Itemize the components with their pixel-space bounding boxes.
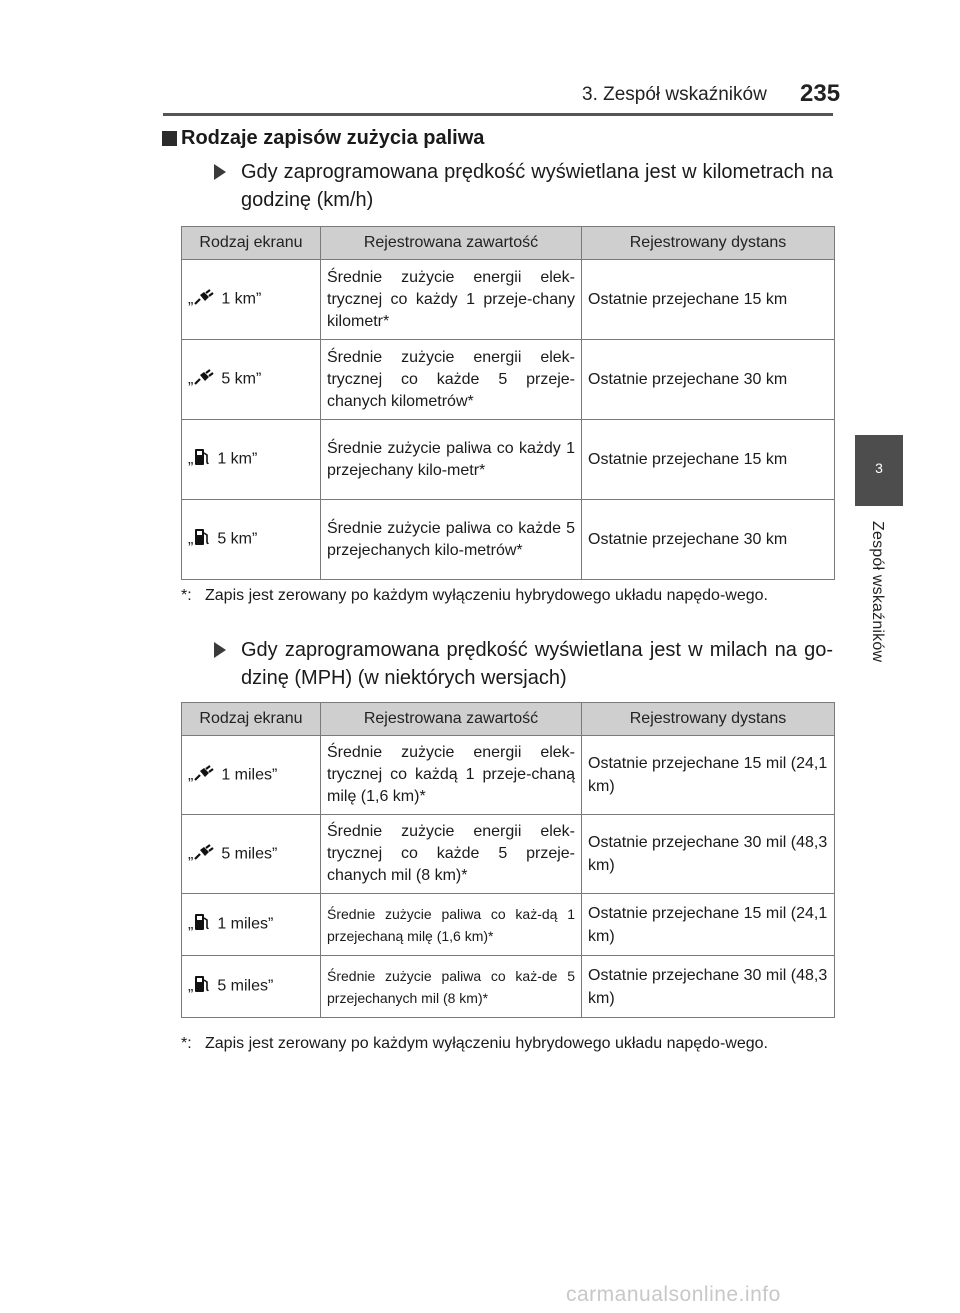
screen-type-label: 5 km” (217, 530, 258, 548)
table-header-row (182, 227, 835, 260)
screen-type-label: 1 miles” (221, 766, 278, 784)
electric-plug-icon (194, 844, 214, 865)
quote-mark: „ (188, 766, 194, 784)
distance-cell: Ostatnie przejechane 15 km (582, 260, 835, 340)
table-row (182, 420, 835, 500)
screen-type-cell (182, 260, 321, 340)
screen-type-label: 5 miles” (221, 845, 278, 863)
distance-cell: Ostatnie przejechane 15 km (582, 420, 835, 500)
column-header: Rodzaj ekranu (182, 703, 321, 736)
screen-type-label: 5 km” (221, 370, 262, 388)
table-row (182, 736, 835, 815)
screen-type-label: 1 miles” (217, 915, 274, 933)
electric-plug-icon (194, 289, 214, 310)
content-cell: Średnie zużycie energii elek-trycznej co każdy 1 przeje-chany kilometr* (321, 260, 582, 340)
arrow-bullet-icon (214, 642, 226, 658)
table-row (182, 894, 835, 956)
content-cell: Średnie zużycie paliwa co każ-de 5 przejechanych mil (8 km)* (321, 956, 582, 1018)
table-row (182, 340, 835, 420)
quote-mark: „ (188, 845, 194, 863)
screen-type-cell (182, 956, 321, 1018)
quote-mark: „ (188, 370, 194, 388)
content-cell: Średnie zużycie energii elek-trycznej co każde 5 przeje-chanych mil (8 km)* (321, 815, 582, 894)
footnote-marker: *: (181, 1035, 192, 1052)
distance-cell: Ostatnie przejechane 30 km (582, 340, 835, 420)
km-subheading: Gdy zaprogramowana prędkość wyświetlana jest w kilometrach na godzinę (km/h) (241, 161, 833, 211)
column-header: Rodzaj ekranu (182, 227, 321, 260)
screen-type-cell (182, 815, 321, 894)
screen-type-label: 1 km” (217, 450, 258, 468)
fuel-pump-icon (194, 975, 210, 998)
screen-type-cell (182, 736, 321, 815)
electric-plug-icon (194, 765, 214, 786)
column-header: Rejestrowany dystans (582, 227, 835, 260)
column-header: Rejestrowana zawartość (321, 703, 582, 736)
table-row (182, 260, 835, 340)
table-row (182, 956, 835, 1018)
column-header: Rejestrowana zawartość (321, 227, 582, 260)
fuel-pump-icon (194, 913, 210, 936)
distance-cell: Ostatnie przejechane 30 mil (48,3 km) (582, 815, 835, 894)
column-header: Rejestrowany dystans (582, 703, 835, 736)
fuel-pump-icon (194, 528, 210, 551)
content-cell: Średnie zużycie paliwa co każdy 1 przejechany kilo-metr* (321, 420, 582, 500)
mph-footnote (181, 1033, 833, 1055)
quote-mark: „ (188, 977, 194, 995)
screen-type-cell (182, 500, 321, 580)
watermark: carmanualsonline.info (566, 1283, 781, 1306)
page-number: 235 (800, 80, 841, 107)
table-row (182, 815, 835, 894)
fuel-pump-icon (194, 448, 210, 471)
header-rule (163, 113, 833, 116)
screen-type-cell (182, 340, 321, 420)
electric-plug-icon (194, 369, 214, 390)
content-cell: Średnie zużycie energii elek-trycznej co każde 5 przeje-chanych kilometrów* (321, 340, 582, 420)
distance-cell: Ostatnie przejechane 30 km (582, 500, 835, 580)
distance-cell: Ostatnie przejechane 30 mil (48,3 km) (582, 956, 835, 1018)
distance-cell: Ostatnie przejechane 15 mil (24,1 km) (582, 894, 835, 956)
chapter-tab-number: 3 (875, 460, 883, 476)
footnote-text: Zapis jest zerowany po każdym wyłączeniu hybrydowego układu napędo-wego. (205, 1035, 768, 1052)
footnote-text: Zapis jest zerowany po każdym wyłączeniu hybrydowego układu napędo-wego. (205, 587, 768, 604)
section-heading: Rodzaje zapisów zużycia paliwa (181, 127, 485, 149)
quote-mark: „ (188, 530, 194, 548)
content-cell: Średnie zużycie paliwa co każ-dą 1 przejechaną milę (1,6 km)* (321, 894, 582, 956)
content-cell: Średnie zużycie paliwa co każde 5 przejechanych kilo-metrów* (321, 500, 582, 580)
running-header-title: 3. Zespół wskaźników (582, 84, 767, 105)
km-table (181, 226, 835, 580)
screen-type-label: 5 miles” (217, 977, 274, 995)
chapter-side-label: Zespół wskaźników (869, 521, 886, 663)
screen-type-label: 1 km” (221, 290, 262, 308)
screen-type-cell (182, 420, 321, 500)
arrow-bullet-icon (214, 164, 226, 180)
square-bullet-icon (162, 131, 177, 146)
quote-mark: „ (188, 450, 194, 468)
quote-mark: „ (188, 290, 194, 308)
km-footnote (181, 585, 833, 607)
table-row (182, 500, 835, 580)
screen-type-cell (182, 894, 321, 956)
distance-cell: Ostatnie przejechane 15 mil (24,1 km) (582, 736, 835, 815)
footnote-marker: *: (181, 587, 192, 604)
quote-mark: „ (188, 915, 194, 933)
table-header-row (182, 703, 835, 736)
mph-table (181, 702, 835, 1018)
content-cell: Średnie zużycie energii elek-trycznej co każdą 1 przeje-chaną milę (1,6 km)* (321, 736, 582, 815)
mph-subheading: Gdy zaprogramowana prędkość wyświetlana jest w milach na go-dzinę (MPH) (w niektórych wersjach) (241, 639, 833, 689)
